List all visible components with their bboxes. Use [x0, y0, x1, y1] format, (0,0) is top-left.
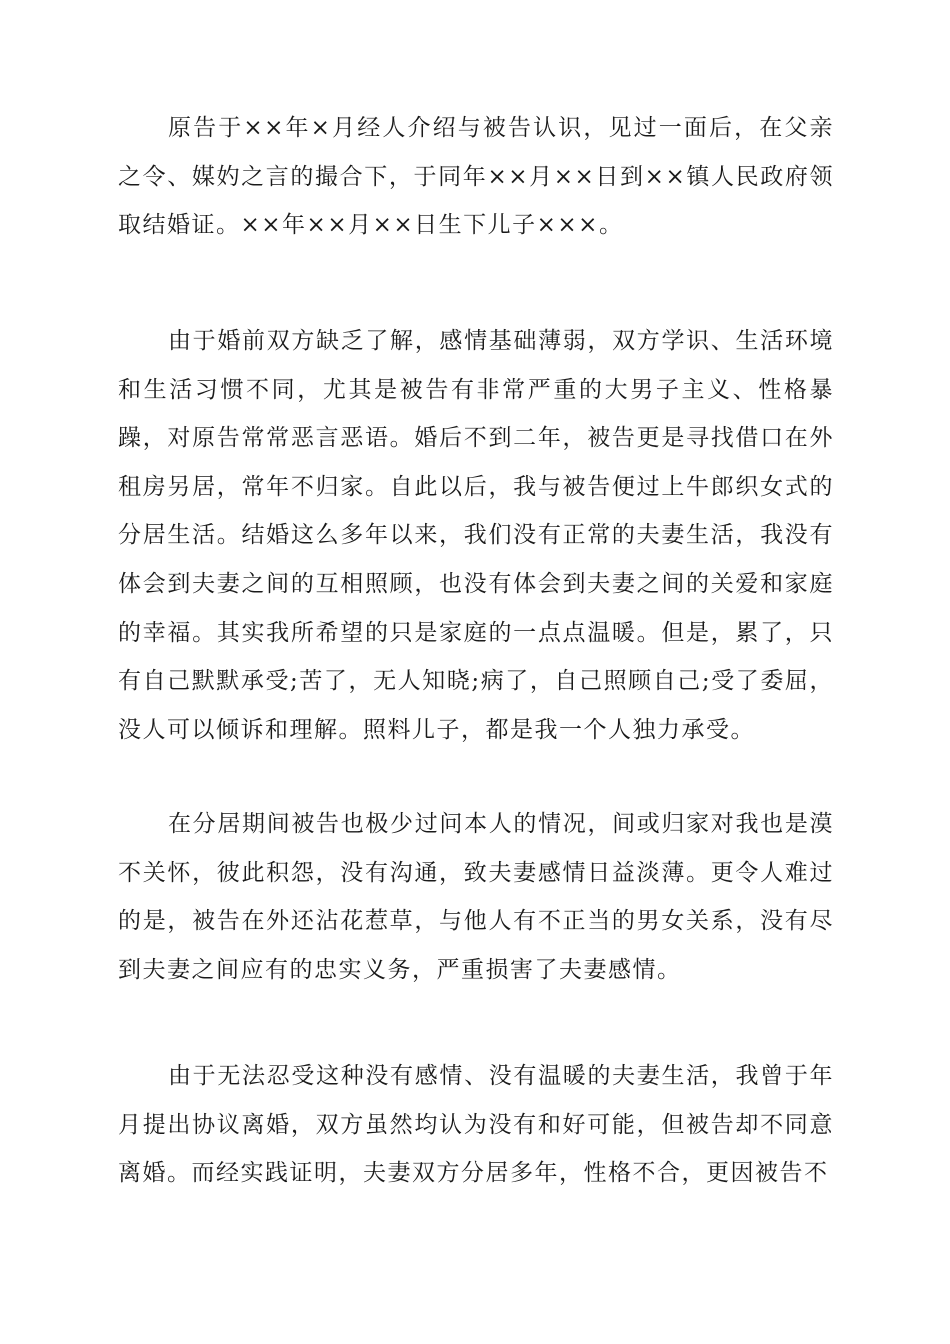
paragraph-separation-period: 在分居期间被告也极少过问本人的情况，间或归家对我也是漠不关怀，彼此积怨，没有沟通，致夫妻感情日益淡薄。更令人难过的是，被告在外还沾花惹草，与他人有不正当的男女关系，没有尽到夫妻之间应有的忠实义务，严重损害了夫妻感情。 — [118, 811, 834, 983]
paragraph-marriage-registration: 原告于××年×月经人介绍与被告认识，见过一面后，在父亲之令、媒妁之言的撮合下，于同年××月××日到××镇人民政府领取结婚证。××年××月××日生下儿子×××。 — [118, 115, 834, 239]
paragraph-divorce-request: 由于无法忍受这种没有感情、没有温暖的夫妻生活，我曾于年月提出协议离婚，双方虽然均认为没有和好可能，但被告却不同意离婚。而经实践证明，夫妻双方分居多年，性格不合，更因被告不 — [118, 1063, 834, 1187]
paragraph-marital-breakdown: 由于婚前双方缺乏了解，感情基础薄弱，双方学识、生活环境和生活习惯不同，尤其是被告有非常严重的大男子主义、性格暴躁，对原告常常恶言恶语。婚后不到二年，被告更是寻找借口在外租房另居，常年不归家。自此以后，我与被告便过上牛郎织女式的分居生活。结婚这么多年以来，我们没有正常的夫妻生活，我没有体会到夫妻之间的互相照顾，也没有体会到夫妻之间的关爱和家庭的幸福。其实我所希望的只是家庭的一点点温暖。但是，累了，只有自己默默承受;苦了，无人知晓;病了，自己照顾自己;受了委屈，没人可以倾诉和理解。照料儿子，都是我一个人独力承受。 — [118, 328, 834, 743]
